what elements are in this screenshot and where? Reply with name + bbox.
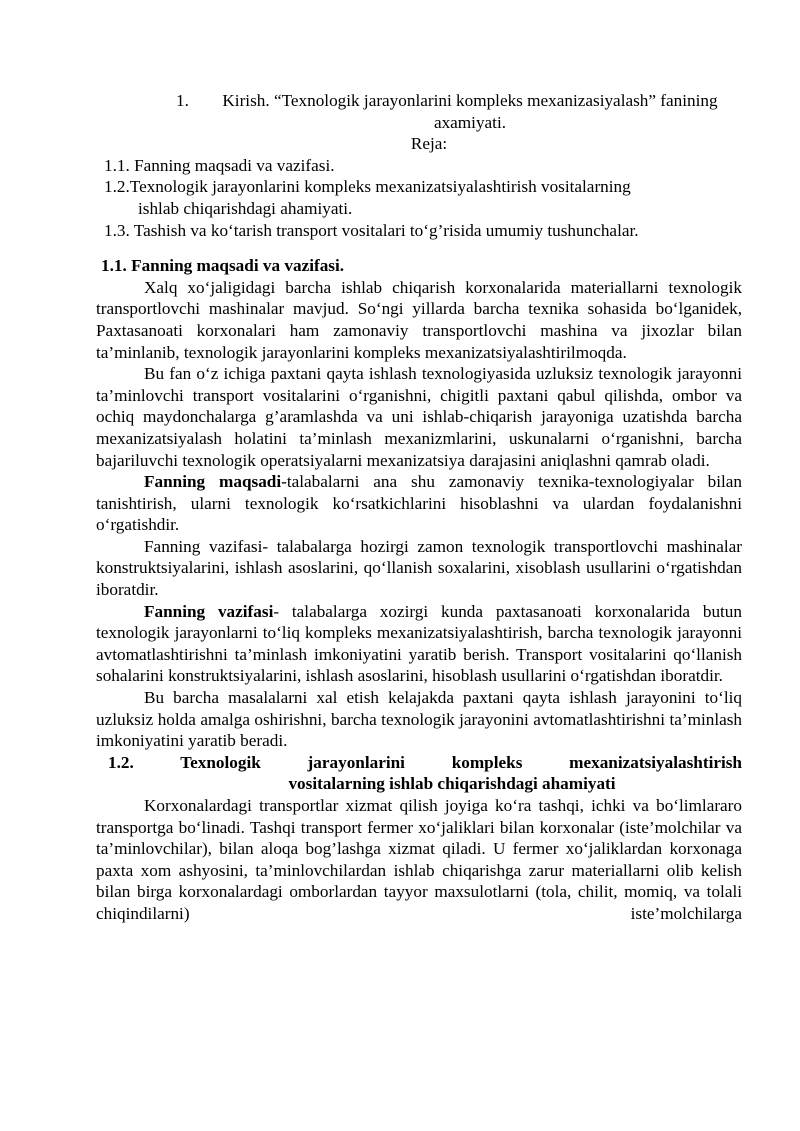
- document-title: [96, 90, 742, 133]
- plan-item: [104, 220, 742, 242]
- plan-list: [96, 155, 742, 241]
- plan-item-continuation: ishlab chiqarishdagi ahamiyati.: [138, 198, 353, 218]
- plan-label: Reja:: [410, 134, 448, 154]
- paragraph: [96, 601, 742, 687]
- section-1-heading: 1.1. Fanning maqsadi va vazifasi.: [101, 256, 345, 276]
- title-number: 1.: [176, 91, 189, 110]
- plan-item-text: 1.1. Fanning maqsadi va vazifasi.: [104, 155, 335, 175]
- plan-item: [104, 176, 742, 219]
- paragraph: [96, 471, 742, 536]
- paragraph: Bu fan o‘z ichiga paxtani qayta ishlash texnologiyasida uzluksiz texnologik jarayonni ta’minlovchi transport vositalarini o‘rganishni, chigitli paxtani qabul qilishda, ombor va ochiq maydonchalarga g’aramlashda va uni ishlab-chiqarish jarayoniga uzatishda barcha mexanizatsiyalash holatini ta’minlash mexanizmlarini, uskunalarni o‘rganishni, barcha bajariluvchi texnologik operatsiyalarni mexanizatsiya darajasini aniqlashni qamrab oladi.: [96, 364, 742, 470]
- paragraph: Bu barcha masalalarni xal etish kelajakda paxtani qayta ishlash jarayonini to‘liq uzluksiz holda amalga oshirishni, barcha texnologik jarayonini avtomatlashtirishni ta’minlash imkoniyatini yaratib beradi.: [96, 688, 742, 751]
- paragraph: Xalq xo‘jaligidagi barcha ishlab chiqarish korxonalarida materiallarni texnologik transportlovchi mashinalar mavjud. So‘ngi yillarda barcha texnika sohasida bo‘lganidek, Paxtasanoati korxonalari ham zamonaviy transportlovchi mashina va jixozlar bilan ta’minlanib, texnologik jarayonlarini kompleks mexanizatsiyalashtirilmoqda.: [96, 277, 742, 362]
- section-2-heading: 1.2. Texnologik jarayonlarini kompleks mexanizatsiyalashtirish: [108, 752, 742, 772]
- plan-item-text: 1.3. Tashish va ko‘tarish transport vositalari to‘g’risida umumiy tushunchalar.: [104, 220, 639, 240]
- bold-term: Fanning maqsadi: [144, 472, 282, 492]
- title-line-1: Kirish. “Texnologik jarayonlarini kompleks mexanizasiyalash” fanining: [222, 91, 718, 110]
- paragraph: Korxonalardagi transportlar xizmat qilish joyiga ko‘ra tashqi, ichki va bo‘limlararo transportga bo‘linadi. Tashqi transport fermer xo‘jaliklari bilan korxonalar (iste’molchilar va ta’minlovchilar), bilan aloqa bog’lashga xizmat qiladi. U fermer xo‘jaliklardan korxonaga paxta xom ashyosini, ta’minlovchilardan ishlab chiqarishga zarur materiallarni olib kelish bilan birga korxonalardagi omborlardan tayyor maxsulotlarni (tola, chilit, momiq, va tolali chiqindilarni) iste’molchilarga: [96, 796, 742, 923]
- section-2-heading-line-2: vositalarning ishlab chiqarishdagi ahamiyati: [288, 774, 616, 794]
- paragraph: Fanning vazifasi- talabalarga hozirgi zamon texnologik transportlovchi mashinalar konstruktsiyalarini, ishlash asoslarini, qo‘llanish soxalarini, xisoblash usullarini o‘rgatishdan iboratdir.: [96, 536, 742, 600]
- bold-term: Fanning vazifasi: [144, 601, 274, 621]
- plan-item-text: 1.2.Texnologik jarayonlarini kompleks mexanizatsiyalashtirish vositalarning: [104, 177, 631, 197]
- title-line-2: axamiyati.: [433, 112, 507, 132]
- plan-item: [104, 155, 742, 177]
- paragraph-text: - talabalarga xozirgi kunda paxtasanoati korxonalarida butun texnologik jarayonlarni to‘liq kompleks mexanizatsiyalashtirish, barcha texnologik jarayonni avtomatlashtirishni ta’minlash imkoniyatini yaratib berish. Transport vositalarini qo‘llanish sohalarini konstruktsiyalarini, ishlash asoslarini, hisoblash usullarini o‘rgatishdan iboratdir.: [96, 601, 742, 686]
- paragraph-text: -talabalarni ana shu zamonaviy texnika-texnologiyalar bilan tanishtirish, ularni texnologik ko‘rsatkichlarini hisoblashni va ulardan foydalanishni o‘rgatishdir.: [96, 472, 742, 535]
- document-page: [96, 90, 742, 925]
